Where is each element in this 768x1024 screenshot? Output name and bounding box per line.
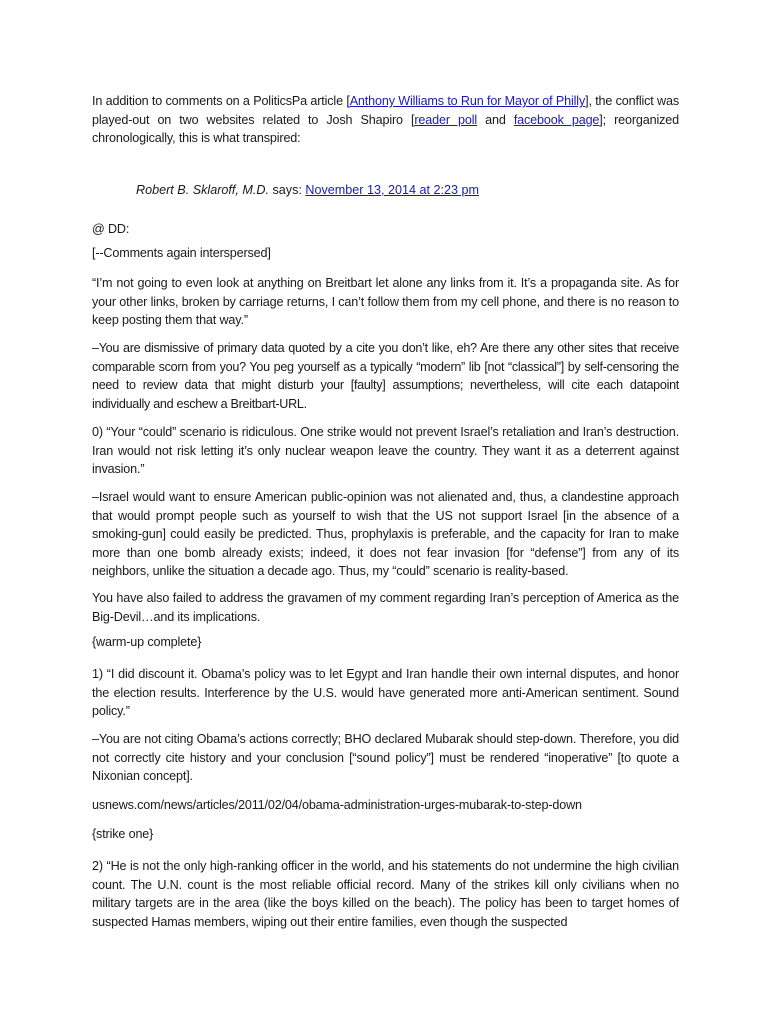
link-reader-poll[interactable]: reader poll <box>414 112 477 127</box>
quote-point-2: 2) “He is not the only high-ranking officer in the world, and his statements do not undermine the high civilian count. The U.N. count is the most reliable official record. Many of the strikes kill only civilians when no military targets are in the area (like the boys killed on the beach). The policy has been to target homes of suspected Hamas members, wiping out their entire families, even though the suspected <box>92 859 679 929</box>
intro-text-mid2: and <box>477 112 514 127</box>
salutation: @ DD: <box>92 222 130 236</box>
intro-text-before: In addition to comments on a PoliticsPa article [ <box>92 94 350 108</box>
intro-text-mid1: ], the conflict was played-out on two websites related to Josh Shapiro [ <box>92 94 680 127</box>
reply-breitbart: –You are dismissive of primary data quoted by a cite you don’t like, eh? Are there any other sites that receive comparable scorn from you? You peg yourself as a typically “modern” lib [not “classical”] by self-censoring the need to review data that might disturb your [faulty] assumptions; nevertheless, will cite each datapoint individually and eschew a Breitbart-URL. <box>92 341 679 411</box>
warm-up-note: {warm-up complete} <box>92 635 202 649</box>
strike-one-note: {strike one} <box>92 827 154 841</box>
quote-point-0: 0) “Your “could” scenario is ridiculous. One strike would not prevent Israel’s retaliation and Iran’s destruction. Iran would not risk letting it’s only nuclear weapon leave the country. They want it as a deterrent against invasion.” <box>92 425 679 477</box>
link-anthony-williams-article[interactable]: Anthony Williams to Run for Mayor of Philly <box>349 94 586 108</box>
quote-breitbart: “I’m not going to even look at anything on Breitbart let alone any links from it. It’s a propaganda site. As for your other links, broken by carriage returns, I can’t follow them from my cell phone, and there is no reason to keep posting them that way.” <box>92 276 679 328</box>
quote-point-1: 1) “I did discount it. Obama’s policy was to let Egypt and Iran handle their own internal disputes, and honor the election results. Interference by the U.S. would have generated more anti-American sentiment. Sound policy.” <box>92 667 679 719</box>
comment-date-link[interactable]: November 13, 2014 at 2:23 pm <box>305 183 480 197</box>
link-facebook-page[interactable]: facebook page <box>513 112 600 127</box>
says-label: says: <box>268 183 306 197</box>
comment-author: Robert B. Sklaroff, M.D. <box>136 183 269 197</box>
comment-byline <box>136 181 479 199</box>
usnews-url: usnews.com/news/articles/2011/02/04/obama-administration-urges-mubarak-to-step-down <box>92 798 582 812</box>
intro-text-after: ]; reorganized chronologically, this is what transpired: <box>92 112 679 146</box>
intro-paragraph <box>92 92 679 148</box>
reply-point-0: –Israel would want to ensure American public-opinion was not alienated and, thus, a clandestine approach that would prompt people such as yourself to wish that the US not support Israel [in the absence of a smoking-gun] could easily be predicted. Thus, prophylaxis is preferable, and the capacity for Iran to make more than one bomb already exists; indeed, it does not fear invasion [for “defense”] from any of its neighbors, unlike the situation a decade ago. Thus, my “could” scenario is reality-based. <box>92 490 679 579</box>
comments-note: [--Comments again interspersed] <box>92 246 271 260</box>
gravamen-paragraph: You have also failed to address the gravamen of my comment regarding Iran’s perception of America as the Big-Devil…and its implications. <box>92 591 679 624</box>
reply-point-1: –You are not citing Obama’s actions correctly; BHO declared Mubarak should step-down. Therefore, you did not correctly cite history and your conclusion [“sound policy”] must be rendered “inoperative” [to quote a Nixonian concept]. <box>92 732 679 784</box>
